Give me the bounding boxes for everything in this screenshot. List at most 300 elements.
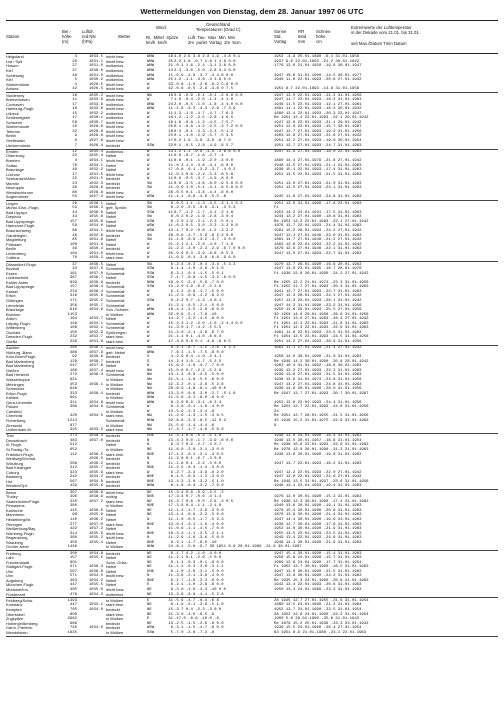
station-weather: leicht bew. — [106, 535, 125, 541]
table-row — [6, 631, 498, 636]
station-pressure: 1035.4 — [88, 540, 103, 545]
station-weather: leicht bew. — [106, 157, 125, 163]
station-weather: Nebel — [106, 153, 117, 159]
station-name: Zinnwald — [6, 422, 22, 428]
temperature-values: 0.9 -0.5 -3.7 -4.9 -8 0.0 — [174, 177, 234, 182]
wind-direction: N — [147, 461, 150, 466]
extremes-values: 30 1950 14.0 29.01.1958 -26.8 31.01.1956 — [274, 312, 369, 317]
wind-direction: SW — [147, 215, 152, 220]
station-weather: in Wolken — [106, 629, 124, 635]
wind-direction: W — [147, 149, 150, 154]
station-pressure: 1036.5 — [88, 452, 103, 457]
station-altitude: 37 — [72, 69, 77, 74]
temperature-values: 1.6 -0.8 -1.3 -4.5 -7 5.7 — [174, 120, 234, 125]
station-altitude: 149 — [69, 321, 77, 326]
wind-speed: 8 — [170, 215, 173, 220]
header-extreme-group — [351, 25, 420, 35]
station-name: Leipzig-Flugh. — [6, 320, 31, 326]
header-hoehe-text: Ber.- höhe (m) — [62, 29, 72, 44]
temperature-values: -5.1 -1.8 -5.5 -6 0.0 — [174, 378, 224, 383]
station-name: Bad Lippspringe — [6, 218, 35, 224]
station-pressure: 1036.1 — [88, 201, 103, 206]
station-weather: Nebel — [106, 214, 117, 220]
header-temp-group-text: Deutschland Temperaturen (Grad C) — [196, 22, 241, 32]
wind-direction: W — [147, 177, 150, 182]
station-weather: leicht bew. — [106, 124, 125, 130]
temperature-values: -6.2 -1.0 -4.7 -7 0.0 — [174, 364, 224, 369]
station-name: Cottbus — [6, 255, 20, 261]
header-rr — [298, 29, 306, 44]
wind-direction: N — [147, 527, 150, 532]
extremes-values: 28 1945 12.7 27.01.1955 -21.6 31.01.1954 — [274, 598, 369, 603]
extremes-values: 1776 12.0 21.01.1950 -19.8 30.01.1947 — [274, 64, 362, 69]
temperature-values: 1.2 -1.1 -3.6 -4 1.8 0.0 — [174, 78, 231, 83]
temperature-values: -0.8 -1.0 -2.6 -0.2 5.9 0.0 — [174, 82, 238, 87]
wind-speed: 5 — [170, 630, 173, 635]
station-name: Kiel — [6, 68, 13, 74]
station-altitude: 17 — [72, 102, 77, 107]
station-weather: Nebel — [106, 526, 117, 532]
station-weather: Nebel — [106, 162, 117, 168]
extremes-values: 1949 13.4 22.01.1993 -24.6 31.01.1963 — [274, 536, 362, 541]
header-rr-text: RR 6std mm — [298, 29, 307, 44]
temperature-values: -0.9 0.3 -3.9 -8.8 -6 5.3 — [174, 251, 234, 256]
station-weather: in Wolken — [106, 377, 124, 383]
wind-speed: 28 — [168, 233, 173, 238]
station-pressure: 1030.0 — [88, 69, 103, 74]
station-name: Augsburg — [6, 577, 23, 583]
station-weather: Schneefall — [106, 297, 125, 303]
station-name: Hannover-Flugh. — [6, 223, 36, 229]
station-pressure: 1035.4 — [88, 149, 103, 154]
extremes-values: 1976 15.4 30.01.1966 -20.6 31.01.1963 — [274, 508, 362, 513]
wind-direction: W — [147, 139, 150, 144]
extremes-values: 1890 12.4 22.01.1993 -20.3 23.01.1947 — [274, 111, 362, 116]
wind-speed: 9 — [170, 298, 173, 303]
table-row — [6, 484, 498, 489]
station-weather: Schneefall — [106, 266, 125, 272]
station-name: Cuxhaven — [6, 101, 24, 107]
station-weather: leicht bew. — [106, 530, 125, 536]
station-weather: Nebel — [106, 167, 117, 173]
temperature-values: -6.5 -2.4 -5.9 -7 0.0 — [174, 280, 224, 285]
station-altitude: 314 — [69, 531, 77, 536]
wind-speed: 8 — [170, 540, 173, 545]
temperature-values: -4.2 0.0 -1.7 -3.9 -6 0.0 — [174, 438, 234, 443]
station-altitude: 311 — [69, 400, 77, 405]
wind-direction: SW — [147, 186, 152, 191]
station-pressure: 1038.3 — [88, 434, 103, 439]
station-name: Essen — [6, 270, 17, 276]
station-altitude: 49 — [72, 247, 77, 252]
wind-direction: NW — [147, 373, 152, 378]
temperature-values: -3.0 -1.6 -4.3 -10 0.0 — [174, 587, 226, 592]
extremes-values: 1945 11.8 27.01.1993 -24.6 31.01.1963 — [274, 195, 362, 200]
wind-direction: WNW — [147, 69, 155, 74]
station-pressure: 1034.1 — [88, 321, 103, 326]
station-name: Karlsruhe — [6, 507, 23, 513]
wind-speed: 13 — [168, 391, 173, 396]
station-weather: Nebel — [106, 564, 117, 570]
temperature-values: -0.4 -3.1 -1.9 -4 0.0 — [174, 522, 224, 527]
table-row — [6, 593, 498, 598]
wind-direction: W — [147, 470, 150, 475]
station-weather: Schneefall — [106, 372, 125, 378]
wind-speed: 24 — [168, 545, 173, 550]
station-weather: wolkenlos — [106, 68, 124, 74]
extremes-values: 1976 12.0 30.01.1990 -15.3 31.01.1963 — [274, 495, 362, 500]
station-pressure: 1037.0 — [88, 271, 103, 276]
wind-direction: NW — [147, 93, 152, 98]
station-altitude: 547 — [69, 364, 77, 369]
station-weather: in Wolken — [106, 503, 124, 509]
station-weather: Schneefall — [106, 320, 125, 326]
extremes-values: Fi 1952 11.7 27.01.1993 -20.4 31.01.1963 — [274, 285, 369, 290]
wind-direction: NE — [147, 607, 152, 612]
wind-direction: W — [147, 111, 150, 116]
station-name: Görlitz — [6, 338, 18, 344]
extremes-values: 1936 13.6 30.01.1990 -19.8 31.01.1963 — [274, 452, 362, 457]
header-sonne — [274, 29, 286, 44]
station-weather: Nebel — [106, 275, 117, 281]
station-name: Brocken — [6, 311, 21, 317]
station-weather: bedeckt — [106, 606, 120, 612]
wind-direction: NNW — [147, 545, 155, 550]
station-pressure: 1026.5 — [88, 87, 103, 92]
wind-direction: N — [147, 457, 150, 462]
extremes-values: 1900 5.6 26.01.1990 -35.6 31.01.1942 — [274, 617, 360, 622]
station-altitude: 161 — [69, 271, 77, 276]
header-wind-sub — [146, 35, 178, 45]
temperature-values: -2.5 -0.4 -1.4 -3 0.0 — [174, 466, 224, 471]
station-name: Bamberg — [6, 474, 22, 480]
station-altitude: 26 — [72, 201, 77, 206]
wind-speed: 11 — [168, 574, 173, 579]
wind-direction: NE — [147, 592, 152, 597]
station-name: Lichtenhain-M. — [6, 427, 32, 433]
station-name: Kiel — [6, 77, 13, 83]
station-altitude: 32 — [72, 129, 77, 134]
temperature-values: -0.1 1.6 -2.4 -3.1 3.8 0.0 — [174, 64, 236, 69]
station-weather: leicht bew. — [106, 81, 125, 87]
wind-speed: 9 — [170, 400, 173, 405]
extremes-values: 1876 13.7 22.01.1993 -24.4 31.01.1963 — [274, 224, 362, 229]
extremes-values: 1876 13.9 30.01.1990 -21.4 31.01.1963 — [274, 513, 362, 518]
station-name: Pirmasens — [6, 503, 25, 509]
station-altitude: 877 — [69, 423, 77, 428]
station-weather: bedeckt — [106, 433, 120, 439]
station-name: Wendelstein — [6, 629, 28, 635]
wind-speed: 11 — [168, 414, 173, 419]
station-altitude: 1493 — [67, 598, 77, 603]
wind-direction: W — [147, 125, 150, 130]
station-altitude: 720 — [69, 626, 77, 631]
station-name: Oldenburg — [6, 153, 25, 159]
station-name: Bocholt — [6, 266, 20, 272]
station-weather: in Wolken — [106, 597, 124, 603]
station-pressure: 1035.2 — [88, 93, 103, 98]
station-altitude: 11 — [72, 98, 77, 103]
temperature-values: -2.1 -1.0 -2.8 -6 0.0 — [174, 583, 224, 588]
temperature-values: -3.7 0.8 -0.5 -2.6 -3 0.5 — [174, 499, 234, 504]
wind-direction: NNE — [147, 466, 155, 471]
table-row — [6, 428, 498, 433]
station-weather: wolkenlos — [106, 101, 124, 107]
station-table-body — [6, 55, 498, 637]
wind-direction: W — [147, 289, 150, 294]
station-weather: Schneefall — [106, 270, 125, 276]
wind-speed: 18 — [168, 308, 173, 313]
station-name: Bad Marienberg — [6, 363, 35, 369]
station-weather: in Wolken — [106, 447, 124, 453]
station-name: Bad Lippspringe — [6, 284, 35, 290]
station-weather: Nebel — [106, 512, 117, 518]
station-name: Ulm — [6, 568, 13, 574]
wind-direction: NE — [147, 513, 152, 518]
station-altitude: 277 — [69, 522, 77, 527]
station-altitude: 85 — [72, 238, 77, 243]
wind-speed: 11 — [168, 107, 173, 112]
station-pressure: 1035.7 — [88, 303, 103, 308]
wind-speed: 25 — [168, 134, 173, 139]
station-name: Mannheim — [6, 512, 25, 518]
station-pressure: 1036.5 — [88, 457, 103, 462]
station-name: Coburg — [6, 469, 19, 475]
station-name: Ueckermünde — [6, 142, 31, 148]
station-altitude: 380 — [69, 504, 77, 509]
station-altitude: 476 — [69, 592, 77, 597]
temperature-values: -7.0 -2.8 -7.3 -8 — [174, 630, 215, 635]
wind-speed: 17 — [168, 452, 173, 457]
station-name: Fürstenzell — [6, 591, 26, 597]
extremes-values: Re 1936 12.3 30.01.1990 -17.4 31.01.1963 — [274, 499, 369, 504]
station-pressure: 1029.6 — [88, 186, 103, 191]
station-weather: Schn.-Griss. — [106, 559, 128, 565]
wind-direction: NNW — [147, 484, 155, 489]
wind-direction: NNW — [147, 396, 155, 401]
extremes-values: Fi 1951 12.4 22.01.1993 -21.8 31.01.1963 — [274, 321, 369, 326]
temperature-values: -1.3 -0.9 -2.5 -5 0.0 — [174, 373, 224, 378]
station-altitude: 386 — [69, 405, 77, 410]
temperature-values: -1.2 -0.9 -1.7 -5 0.0 — [174, 289, 224, 294]
station-name: Öhringen — [6, 521, 23, 527]
station-pressure: 1031.0 — [88, 64, 103, 69]
wind-direction: SW — [147, 201, 152, 206]
wind-speed: 18 — [168, 55, 173, 60]
station-weather: leicht bew. — [106, 54, 125, 60]
temperature-values: -0.3 0.6 -2.4 -5.3 -8 5.8 — [174, 172, 234, 177]
wind-direction: WNW — [147, 350, 155, 355]
wind-speed: 11 — [168, 326, 173, 331]
temperature-values: -17.0 -6.6 -16.0 -8 — [174, 617, 219, 622]
station-pressure: 1034.8 — [88, 479, 103, 484]
temperature-values: -1.1 0.1 -4.0 -6 6.4 — [174, 335, 222, 340]
wind-direction: NNE — [147, 522, 155, 527]
station-weather: gefr. Nebel — [106, 349, 126, 355]
station-pressure: 1033.7 — [88, 317, 103, 322]
station-pressure: 1033.7 — [88, 335, 103, 340]
station-weather: bedeckt — [106, 185, 120, 191]
station-pressure: 1032.1 — [88, 326, 103, 331]
station-weather: bedeckt — [106, 390, 120, 396]
station-pressure: 1031.5 — [88, 177, 103, 182]
station-altitude: 157 — [69, 556, 77, 561]
station-name: Kahlert. — [6, 395, 20, 401]
extremes-values: 1991 15.2 28.01.1994 -24.2 27.01.1942 — [274, 228, 362, 233]
station-pressure: 1030.4 — [88, 247, 103, 252]
station-group — [6, 150, 498, 202]
wind-speed: 18 — [168, 116, 173, 121]
temperature-values: -2.3 1.2 -2.0 -1.0 -2 4.4 0.0 — [174, 321, 243, 326]
temperature-values: 1.2 1.1 -0.8 -1.0 -2 6.6 0.0 — [174, 149, 241, 154]
station-pressure: 1032.9 — [88, 330, 103, 335]
station-pressure: 1036.9 — [88, 280, 103, 285]
extremes-values: Re 1949 13.5 31.01.1937 -23.6 31.01.1956 — [274, 479, 369, 484]
station-name: Arkona — [6, 86, 19, 92]
wind-direction: N — [147, 438, 150, 443]
station-weather: Schneefall — [106, 293, 125, 299]
temperature-values: -1.3 -1.7 -2.8 -3 0.0 — [174, 508, 224, 513]
wind-speed: 32 — [168, 312, 173, 317]
extremes-values: Re 1952 13.2 22.01.1993 -22.1 27.01.1942 — [274, 219, 369, 224]
temperature-values: 0.2 1.0 -3.8 -3.9 -8 7.0 — [174, 139, 231, 144]
extremes-values: 1947 14.3 31.01.1990 -23.2 31.01.1956 — [274, 303, 362, 308]
extremes-values: 1947 15.4 30.01.1990 -15.4 31.01.1963 — [274, 551, 362, 556]
wind-direction: NNE — [147, 475, 155, 480]
station-pressure: 1036.3 — [88, 565, 103, 570]
station-altitude: 78 — [72, 163, 77, 168]
header-wind: Wind — [156, 25, 166, 30]
station-pressure: 1037.8 — [88, 364, 103, 369]
extremes-values: 1951 8.7 22.01.1893 -14.8 31.01.1956 — [274, 87, 360, 92]
station-pressure: 1036.3 — [88, 373, 103, 378]
station-pressure: 1029.3 — [88, 256, 103, 261]
wind-direction: W — [147, 154, 150, 159]
station-altitude: 242 — [69, 475, 77, 480]
wind-speed: 8 — [170, 219, 173, 224]
extremes-values: 1951 13.0 31.01.1990 -17.6 22.01.1963 — [274, 201, 362, 206]
station-name: Wasserkuppe — [6, 377, 30, 383]
wind-direction: NNE — [147, 479, 155, 484]
wind-direction: W — [147, 242, 150, 247]
station-name: Weilburg/Dönnst. — [6, 456, 37, 462]
wind-speed: 9 — [170, 443, 173, 448]
temperature-values: 0.7 -1.2 -1.7 -4.1 -2 1.8 — [174, 210, 234, 215]
station-weather: leicht bew. — [106, 119, 125, 125]
extremes-values: 1938 12.7 30.01.1990 -17.8 31.01.1963 — [274, 522, 362, 527]
station-pressure: 1036.1 — [88, 382, 103, 387]
station-name: Artern — [6, 316, 17, 322]
station-name: Weißenburg/Bay. — [6, 526, 37, 532]
extremes-values: 1947 13.0 30.01.1990 -21.5 31.01.1963 — [274, 569, 362, 574]
wind-speed: 18 — [168, 93, 173, 98]
station-pressure: 1034.0 — [88, 607, 103, 612]
temperature-values: -0.9 -2.8 -3.7 -4 4.8 0.0 — [174, 73, 234, 78]
wind-direction: N — [147, 518, 150, 522]
station-altitude: 164 — [69, 317, 77, 322]
temperature-values: -2.1 0.1 -2.6 -5 0.0 — [174, 556, 222, 561]
wind-speed: 25 — [168, 78, 173, 83]
extremes-values: 1939 15.5 24.01.1990 -26.4 27.01.1954 — [274, 626, 362, 631]
temperature-values: -3.0 -0.6 -3.0 -2.7 -5 1.8 — [174, 391, 236, 396]
wind-direction: SSW — [147, 210, 155, 215]
station-name: Straubing — [6, 539, 23, 545]
station-pressure: 1032.2 — [88, 168, 103, 173]
wind-direction: WNW — [147, 312, 155, 317]
wind-direction: W — [147, 87, 150, 92]
station-name: Deuselbach — [6, 437, 27, 443]
station-name: List / Sylt — [6, 58, 22, 64]
wind-direction: ENE — [147, 569, 155, 574]
header-hoehe — [62, 29, 72, 44]
station-pressure: 1032.2 — [88, 111, 103, 116]
header-luftdruck-text: Luftdr. red.NN (hPa) — [82, 29, 96, 44]
station-pressure: 1034.2 — [88, 578, 103, 583]
wind-direction: NE — [147, 448, 152, 453]
station-name: Hohenpeißenberg — [6, 620, 38, 626]
station-altitude: 356 — [69, 303, 77, 308]
wind-direction: W — [147, 98, 150, 103]
station-pressure: 1034.5 — [88, 414, 103, 419]
wind-speed: 11 — [168, 154, 173, 159]
station-altitude: 233 — [69, 289, 77, 294]
wind-direction: ENE — [147, 434, 155, 439]
station-weather: wolkenlos — [106, 148, 124, 154]
wind-speed: 8 — [170, 569, 173, 574]
temperature-values: -1.2 -0.1 -2.1 -4 0.5 — [174, 452, 224, 457]
temperature-values: -0.8 0.7 -2.2 -5 2.9 — [174, 368, 222, 373]
wind-speed: 13 — [168, 438, 173, 443]
wind-direction: N — [147, 574, 150, 579]
station-weather: Nebel — [106, 316, 117, 322]
station-altitude: 92 — [72, 355, 77, 360]
station-altitude: 387 — [69, 276, 77, 281]
header-extreme-sub: seit Max./Datum Tmin Datum — [351, 41, 407, 46]
station-altitude: 4 — [74, 158, 77, 163]
wind-direction: W — [147, 129, 150, 134]
station-altitude: 112 — [69, 452, 77, 457]
station-weather: Nebel — [106, 517, 117, 522]
temperature-values: -4.3 -2.0 -3.2 -5 1.0 — [174, 479, 224, 484]
station-altitude: 42 — [72, 87, 77, 92]
wind-speed: 11 — [168, 448, 173, 453]
wind-speed: 24 — [168, 102, 173, 107]
temperature-values: -0.9 1.0 -5.1 -4.1 -8 5.8 0.0 — [174, 186, 243, 191]
wind-direction: NW — [147, 378, 152, 383]
station-pressure: 1036.5 — [88, 262, 103, 267]
wind-direction: NW — [147, 387, 152, 392]
station-name: Teterow — [6, 128, 20, 134]
wind-speed: 11 — [168, 303, 173, 308]
station-weather: Nebel — [106, 363, 117, 369]
temperature-values: -0.3 1.4 -3.8 -4.1 -6 0.0 — [174, 163, 234, 168]
extremes-values: 1890 14.4 27.01.1979 -21.6 27.01.1942 — [274, 158, 362, 163]
station-name: Bad Hersfeld — [6, 372, 29, 378]
station-pressure: 1034.1 — [88, 163, 103, 168]
station-name: Warnemünde — [6, 124, 30, 130]
station-weather: leicht bew. — [106, 345, 125, 351]
station-altitude: 23 — [72, 181, 77, 186]
wind-direction: NW — [147, 382, 152, 387]
extremes-values: Fi 1954 12.5 22.01.1993 -24.5 31.01.1956 — [274, 335, 369, 340]
wind-direction: SW — [147, 262, 152, 267]
wind-direction: NE — [147, 612, 152, 617]
station-altitude: 273 — [69, 434, 77, 439]
station-name: Kempten — [6, 606, 22, 612]
temperature-values: -1.7 -1.8 -2.3 -6 0.0 — [174, 578, 224, 583]
header-station: Station — [6, 34, 20, 39]
wind-speed: 11 — [168, 330, 173, 335]
